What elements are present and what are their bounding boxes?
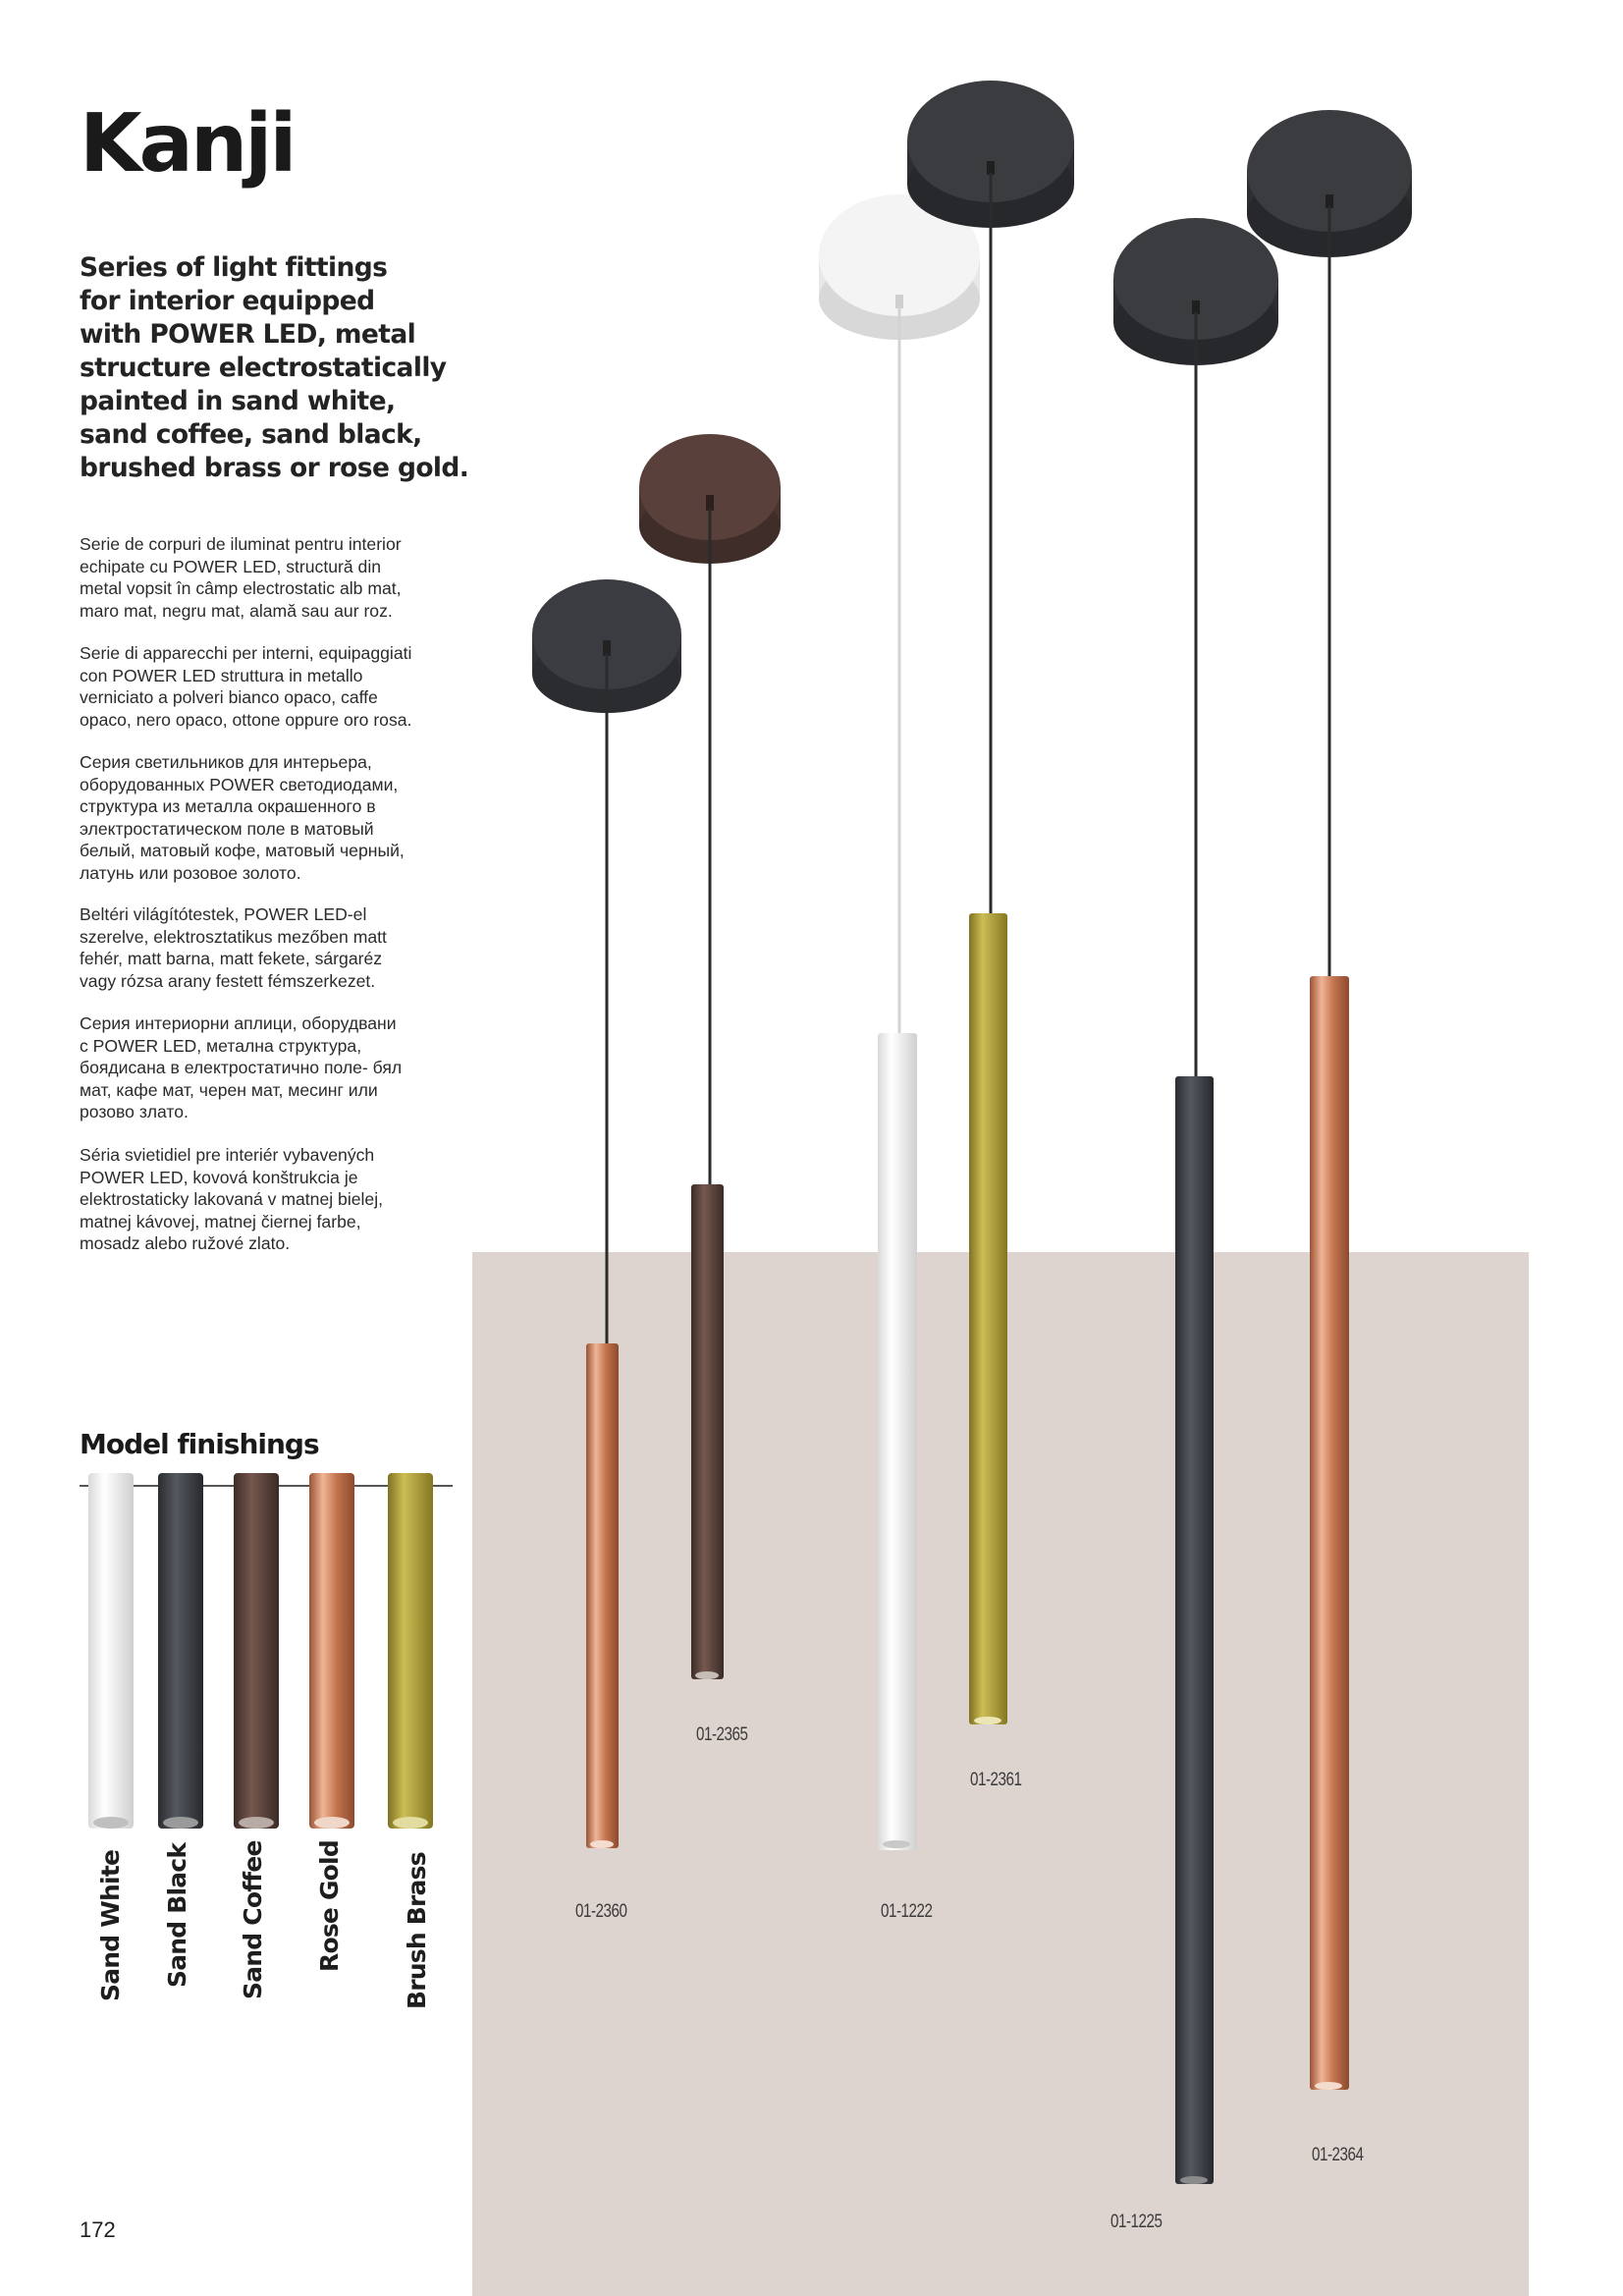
swatch-brush-brass: [388, 1473, 433, 1829]
page-number: 172: [80, 2217, 116, 2242]
product-title: Kanji: [80, 97, 295, 191]
finish-swatches: [88, 1473, 433, 1829]
description-bg: Серия интериорни аплици, оборудвани с POWER LED, метална структура, боядисана в електростатично поле- бял мат, кафе мат, черен мат, месинг или розово злато.: [80, 1013, 403, 1121]
description-sk: Séria svietidiel pre interiér vybavených POWER LED, kovová konštrukcia je elektrostaticky lakovaná v matnej bielej, matnej kávovej, matnej čiernej farbe, mosadz alebo ružové zlato.: [80, 1145, 384, 1253]
description-hu: Beltéri világítótestek, POWER LED-el szerelve, elektrosztatikus mezőben matt fehér, matt barna, matt fekete, sárgaréz vagy rózsa arany festett fémszerkezet.: [80, 904, 387, 991]
code-01-2365: 01-2365: [696, 1724, 748, 1745]
description-ru: Серия светильников для интерьера, оборудованных POWER светодиодами, структура из металла окрашенного в электростатическом поле в матовый белый, матовый кофе, матовый черный, латунь или розовое золото.: [80, 752, 405, 883]
swatch-label-sand-white: Sand White: [96, 1849, 125, 2001]
swatch-sand-coffee: [234, 1473, 279, 1829]
lead-description: Series of light fittings for interior equipped with POWER LED, metal structure electrostatically painted in sand white, sand coffee, sand black, brushed brass or rose gold.: [80, 252, 469, 483]
pendant-01-2360: [532, 579, 681, 1848]
swatch-label-sand-black: Sand Black: [163, 1842, 191, 1988]
swatch-sand-black: [158, 1473, 203, 1829]
code-01-1225: 01-1225: [1110, 2212, 1163, 2232]
pendant-01-1222: [819, 194, 980, 1850]
description-ro: Serie de corpuri de iluminat pentru interior echipate cu POWER LED, structură din metal vopsit în câmp electrostatic alb mat, maro mat, negru mat, alamă sau aur roz.: [80, 534, 402, 621]
pendant-01-2364: [1247, 110, 1412, 2090]
code-01-1222: 01-1222: [881, 1901, 933, 1922]
code-01-2361: 01-2361: [970, 1770, 1022, 1790]
swatch-label-brush-brass: Brush Brass: [403, 1852, 431, 2009]
finishings-heading: Model finishings: [80, 1428, 319, 1460]
code-01-2364: 01-2364: [1312, 2145, 1364, 2165]
code-01-2360: 01-2360: [575, 1901, 627, 1922]
description-it: Serie di apparecchi per interni, equipaggiati con POWER LED struttura in metallo verniciato a polveri bianco opaco, caffe opaco, nero opaco, ottone oppure oro rosa.: [80, 643, 412, 730]
pendant-01-1225: [1113, 218, 1278, 2184]
swatch-rose-gold: [309, 1473, 354, 1829]
swatch-sand-white: [88, 1473, 134, 1829]
swatch-label-rose-gold: Rose Gold: [315, 1840, 344, 1972]
swatch-label-sand-coffee: Sand Coffee: [239, 1840, 267, 1999]
